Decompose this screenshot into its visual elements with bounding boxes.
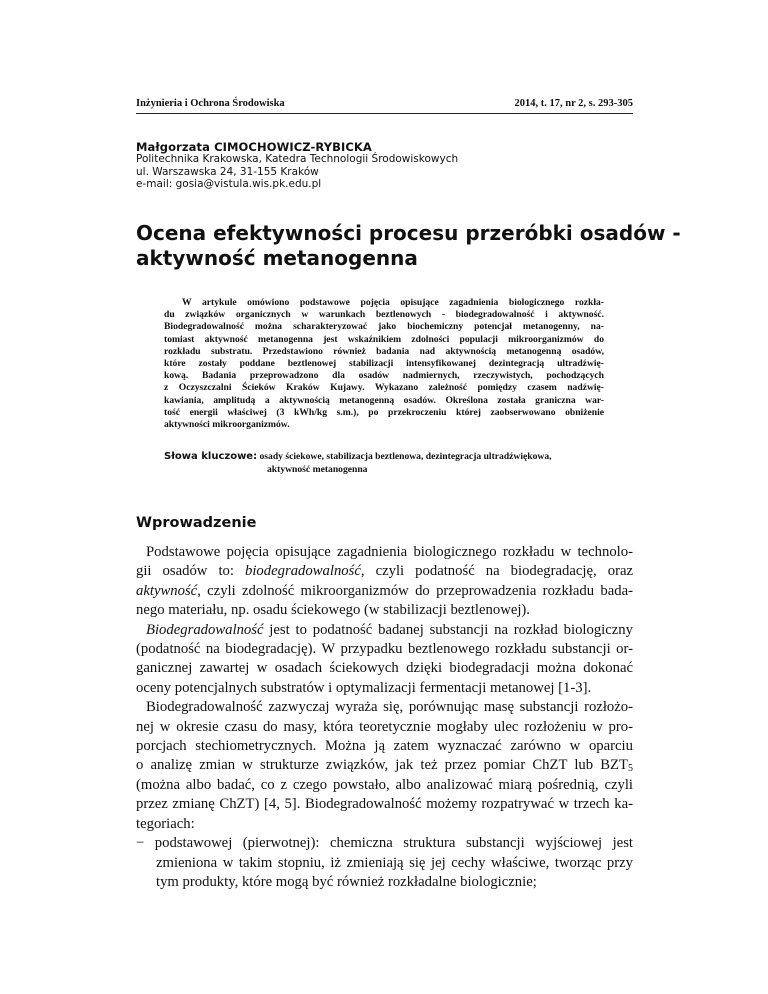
keywords: [164, 451, 604, 476]
email-line: e-mail: gosia@vistula.wis.pk.edu.pl: [136, 178, 322, 190]
abstract-line: aktywności mikroorganizmów.: [164, 419, 290, 431]
text-run: o analizę zmian w strukturze związków, jak też przez pomiar ChZT lub BZT: [136, 757, 628, 774]
title-line: Ocena efektywności procesu przeróbki osadów -: [136, 221, 681, 245]
body-line: oceny potencjalnych substratów i optymalizacji fermentacji metanowej [1-3].: [136, 679, 592, 696]
citation: 2014, t. 17, nr 2, s. 293-305: [514, 98, 633, 109]
abstract-line: tomiast aktywność metanogenna jest wskaźnikiem zdolności populacji mikroorganizmów do: [164, 333, 604, 345]
section-heading: Wprowadzenie: [136, 515, 257, 531]
abstract-line: z Oczyszczalni Ścieków Kraków Kujawy. Wykazano zależność pomiędzy czasem nadźwię-: [164, 382, 604, 394]
bullet-line: − podstawowej (pierwotnej): chemiczna struktura substancji wyjściowej jest: [136, 835, 633, 852]
keywords-value: aktywność metanogenna: [267, 463, 368, 475]
italic-term: biodegradowalność: [245, 563, 361, 580]
text-run: Podstawowe pojęcia opisujące zagadnienia biologicznego rozkładu w technolo-: [146, 544, 633, 560]
affiliation-line: Politechnika Krakowska, Katedra Technologii Środowiskowych: [136, 153, 459, 165]
running-header: [136, 96, 633, 114]
bullet-line: tym produkty, które mogą być również rozkładalne biologicznie;: [156, 873, 537, 890]
body-line: ganicznej zawartej w osadach ściekowych dzięki biodegradacji można dokonać: [136, 660, 633, 677]
body-line: tegoriach:: [136, 815, 195, 832]
body-line: (podatność na biodegradację). W przypadku beztlenowego rozkładu substancji or-: [136, 641, 633, 658]
body-line: przez zmianę ChZT) [4, 5]. Biodegradowalność możemy rozpatrywać w trzech ka-: [136, 796, 633, 813]
abstract-line: du związków organicznych w warunkach beztlenowych - biodegradowalność i aktywność.: [164, 309, 604, 321]
text-run: gii osadów to:: [136, 563, 245, 580]
keywords-value: osady ściekowe, stabilizacja beztlenowa, dezintegracja ultradźwiękowa,: [259, 451, 552, 462]
body-line: porcjach stechiometrycznych. Można ją zatem wyznaczać zarówno w oparciu: [136, 738, 633, 755]
italic-term: aktywność: [136, 582, 198, 599]
body-line: nego materiału, np. osadu ściekowego (w stabilizacji beztlenowej).: [136, 602, 530, 619]
abstract-line: tość energii właściwej (3 kWh/kg s.m.), po przekroczeniu której zaobserwowano obniżenie: [164, 406, 604, 418]
abstract-line: kawiania, amplitudą a aktywnością metanogenną osadów. Określona została graniczna war-: [164, 394, 604, 406]
author-affiliation: [136, 153, 458, 191]
text-run: jest to podatność badanej substancji na rozkład biologiczny: [263, 621, 633, 638]
abstract-line: które zostały poddane beztlenowej stabilizacji intensyfikowanej dezintegracją ultradźwię-: [164, 358, 604, 370]
abstract-line: rozkładu substratu. Przedstawiono również badania nad aktywnością metanogenną osadów,: [164, 345, 604, 357]
title-line: aktywność metanogenna: [136, 246, 418, 270]
journal-name: Inżynieria i Ochrona Środowiska: [136, 98, 285, 109]
body-line: [136, 756, 633, 775]
abstract-line: kową. Badania przeprowadzono dla osadów nadmiernych, rzeczywistych, pochodzących: [164, 370, 604, 382]
body-line: [136, 621, 633, 640]
abstract: [164, 297, 604, 431]
body-line: (można albo badać, co z czego powstało, albo analizować miarą pośrednią, czyli: [136, 776, 633, 793]
article-title: [136, 221, 681, 271]
body-line: [136, 562, 633, 581]
body-text: [136, 543, 633, 892]
author-name: Małgorzata CIMOCHOWICZ-RYBICKA: [136, 140, 372, 154]
keywords-label: Słowa kluczowe:: [164, 451, 258, 462]
body-line: Biodegradowalność zazwyczaj wyraża się, porównując masę substancji rozłożo-: [146, 699, 633, 716]
body-line: [136, 582, 633, 601]
abstract-line: Biodegradowalność można scharakteryzować jako biochemiczny potencjał metanogenny, na-: [164, 321, 604, 333]
body-line: [136, 543, 633, 562]
italic-term: Biodegradowalność: [146, 621, 264, 638]
text-run: , czyli zdolność mikroorganizmów do przeprowadzenia rozkładu bada-: [197, 582, 633, 599]
address-line: ul. Warszawska 24, 31-155 Kraków: [136, 165, 319, 178]
abstract-line: W artykule omówiono podstawowe pojęcia opisujące zagadnienia biologicznego rozkła-: [182, 297, 604, 308]
body-line: nej w okresie czasu do masy, która teoretycznie mogłaby ulec rozłożeniu w pro-: [136, 718, 633, 735]
text-run: , czyli podatność na biodegradację, oraz: [360, 563, 633, 580]
subscript: 5: [628, 763, 633, 775]
bullet-line: zmieniona w takim stopniu, iż zmieniają się jej cechy właściwe, tworząc przy: [156, 854, 633, 871]
